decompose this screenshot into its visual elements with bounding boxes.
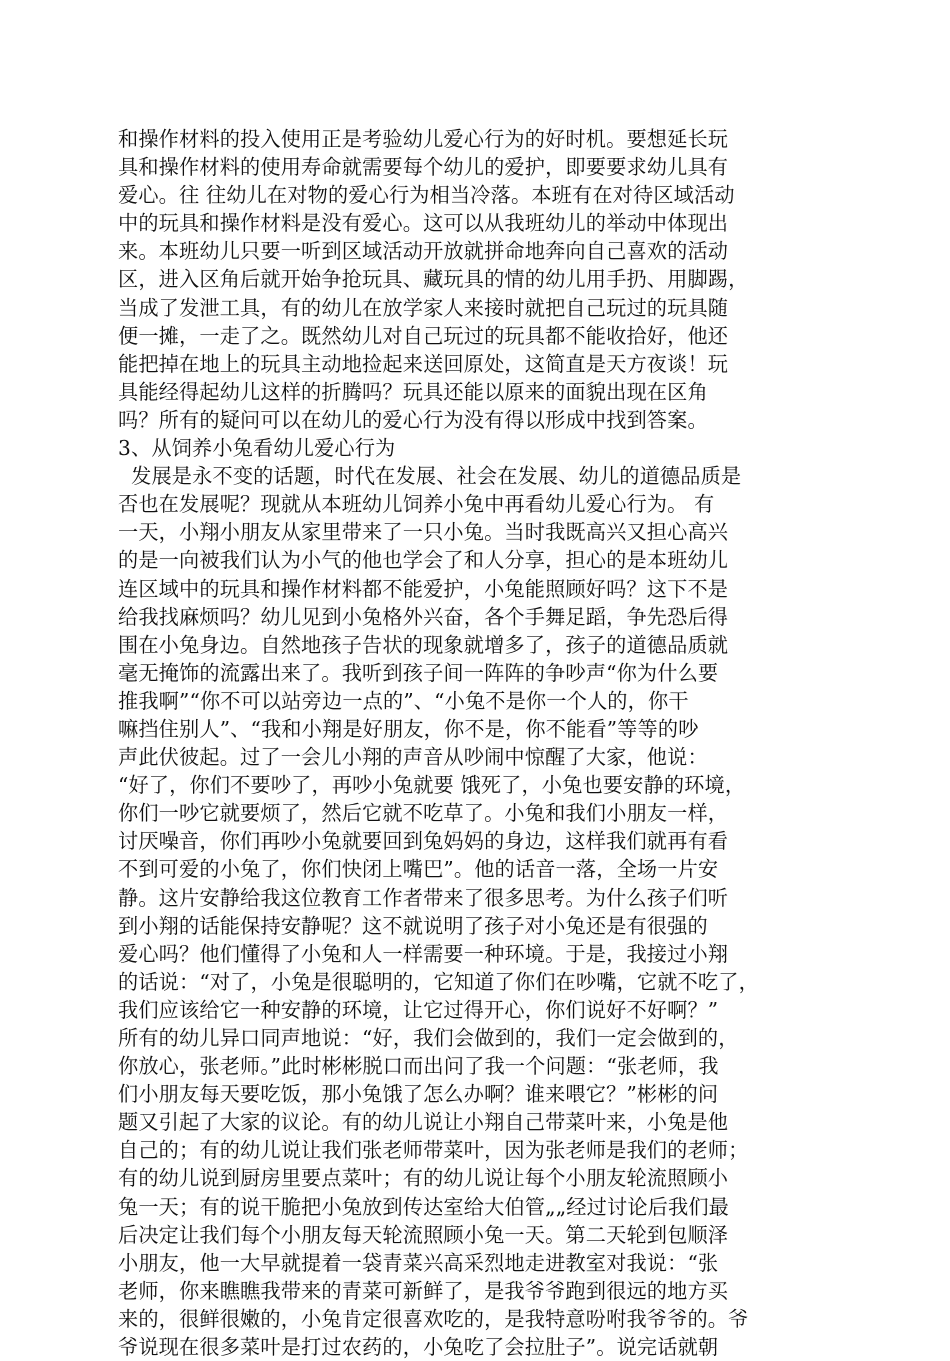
text-line: 具能经得起幼儿这样的折腾吗？玩具还能以原来的面貌出现在区角 — [118, 379, 708, 404]
text-line: 围在小兔身边。自然地孩子告状的现象就增多了，孩子的道德品质就 — [118, 632, 729, 657]
text-line: 我们应该给它一种安静的环境，让它过得开心，你们说好不好啊？” — [118, 997, 719, 1022]
text-line: 到小翔的话能保持安静呢？这不就说明了孩子对小兔还是有很强的 — [118, 913, 708, 938]
text-line: 的话说：“对了，小兔是很聪明的，它知道了你们在吵嘴，它就不吃了， — [118, 969, 759, 994]
text-line: 中的玩具和操作材料是没有爱心。这可以从我班幼儿的举动中体现出 — [118, 211, 729, 236]
text-line: “好了，你们不要吵了，再吵小兔就要 饿死了，小兔也要安静的环境， — [118, 773, 746, 798]
body-text — [118, 125, 818, 1361]
text-line: 爱心。往 往幼儿在对物的爱心行为相当冷落。本班有在对待区域活动 — [118, 183, 735, 208]
text-line: 区，进入区角后就开始争抢玩具、藏玩具的情的幼儿用手扔、用脚踢， — [118, 267, 749, 292]
text-line: 题又引起了大家的议论。有的幼儿说让小翔自己带菜叶来，小兔是他 — [118, 1110, 729, 1135]
text-line: 一天，小翔小朋友从家里带来了一只小兔。当时我既高兴又担心高兴 — [118, 520, 729, 545]
text-line: 连区域中的玩具和操作材料都不能爱护，小兔能照顾好吗？这下不是 — [118, 576, 729, 601]
text-line: 你们一吵它就要烦了，然后它就不吃草了。小兔和我们小朋友一样， — [118, 801, 729, 826]
text-line: 和操作材料的投入使用正是考验幼儿爱心行为的好时机。要想延长玩 — [118, 127, 729, 151]
text-line: 便一摊，一走了之。既然幼儿对自己玩过的玩具都不能收拾好，他还 — [118, 323, 729, 348]
text-line: 当成了发泄工具，有的幼儿在放学家人来接时就把自己玩过的玩具随 — [118, 295, 729, 320]
text-line: 小朋友，他一大早就提着一袋青菜兴高采烈地走进教室对我说：“张 — [118, 1250, 719, 1275]
text-line: 具和操作材料的使用寿命就需要每个幼儿的爱护，即要要求幼儿具有 — [118, 155, 729, 180]
text-line: 老师，你来瞧瞧我带来的青菜可新鲜了，是我爷爷跑到很远的地方买 — [118, 1278, 729, 1303]
text-line: 后决定让我们每个小朋友每天轮流照顾小兔一天。第二天轮到包顺泽 — [118, 1222, 729, 1247]
text-line: 声此伏彼起。过了一会儿小翔的声音从吵闹中惊醒了大家，他说： — [118, 745, 708, 770]
text-line: 推我啊”“你不可以站旁边一点的”、“小兔不是你一个人的，你干 — [118, 688, 689, 713]
text-line: 静。这片安静给我这位教育工作者带来了很多思考。为什么孩子们听 — [118, 885, 729, 910]
text-line: 能把掉在地上的玩具主动地捡起来送回原处，这简直是天方夜谈！玩 — [118, 351, 729, 376]
text-line: 来的，很鲜很嫩的，小兔肯定很喜欢吃的，是我特意吩咐我爷爷的。爷 — [118, 1306, 749, 1331]
text-line: 爱心吗？他们懂得了小兔和人一样需要一种环境。于是，我接过小翔 — [118, 941, 729, 966]
text-line: 发展是永不变的话题，时代在发展、社会在发展、幼儿的道德品质是 — [118, 464, 742, 489]
text-line: 否也在发展呢？现就从本班幼儿饲养小兔中再看幼儿爱心行为。 有 — [118, 492, 715, 517]
text-line: 毫无掩饰的流露出来了。我听到孩子间一阵阵的争吵声“你为什么要 — [118, 660, 719, 685]
text-line: 有的幼儿说到厨房里要点菜叶；有的幼儿说让每个小朋友轮流照顾小 — [118, 1166, 729, 1191]
text-line: 讨厌噪音，你们再吵小兔就要回到兔妈妈的身边，这样我们就再有看 — [118, 829, 729, 854]
text-line: 吗？所有的疑问可以在幼儿的爱心行为没有得以形成中找到答案。 — [118, 407, 708, 432]
text-line: 3、从饲养小兔看幼儿爱心行为 — [118, 436, 396, 461]
text-line: 所有的幼儿异口同声地说：“好，我们会做到的，我们一定会做到的， — [118, 1026, 739, 1050]
text-line: 不到可爱的小兔了，你们快闭上嘴巴”。他的话音一落，全场一片安 — [118, 857, 719, 882]
text-line: 们小朋友每天要吃饭，那小兔饿了怎么办啊？谁来喂它？”彬彬的问 — [118, 1082, 719, 1107]
text-line: 嘛挡住别人”、“我和小翔是好朋友，你不是，你不能看”等等的吵 — [118, 716, 699, 741]
text-line: 的是一向被我们认为小气的他也学会了和人分享，担心的是本班幼儿 — [118, 548, 729, 573]
text-line: 给我找麻烦吗？幼儿见到小兔格外兴奋，各个手舞足蹈，争先恐后得 — [118, 604, 729, 629]
text-line: 来。本班幼儿只要一听到区域活动开放就拼命地奔向自己喜欢的活动 — [118, 239, 729, 264]
text-line: 自己的；有的幼儿说让我们张老师带菜叶，因为张老师是我们的老师； — [118, 1138, 749, 1163]
text-line: 爷说现在很多菜叶是打过农药的，小兔吃了会拉肚子”。说完话就朝 — [118, 1335, 719, 1360]
text-line: 你放心，张老师。”此时彬彬脱口而出问了我一个问题：“张老师，我 — [118, 1054, 719, 1079]
text-line: 兔一天；有的说干脆把小兔放到传达室给大伯管„„经过讨论后我们最 — [118, 1194, 730, 1219]
